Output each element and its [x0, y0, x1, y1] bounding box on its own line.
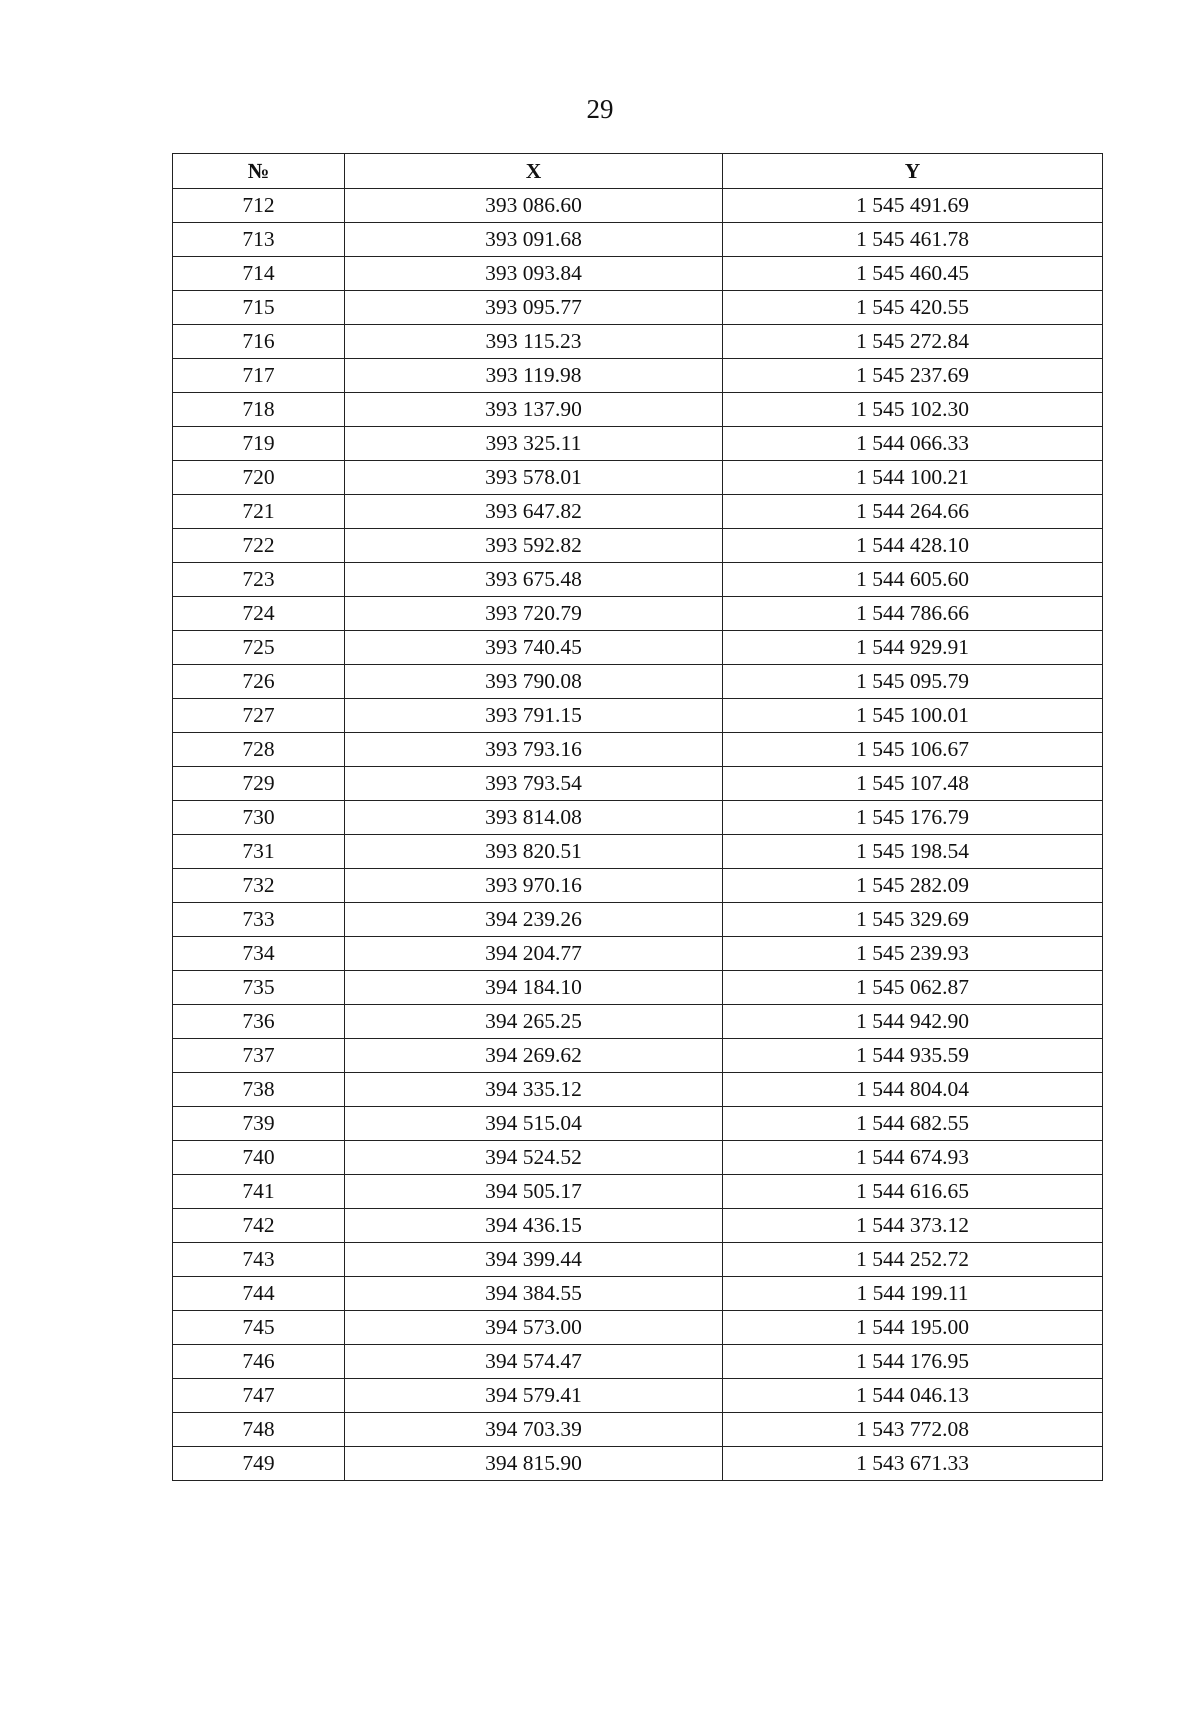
table-row [173, 971, 1103, 1005]
table-row [173, 1345, 1103, 1379]
cell-y: 1 544 674.93 [723, 1141, 1103, 1175]
cell-x: 393 091.68 [345, 223, 723, 257]
cell-y: 1 544 195.00 [723, 1311, 1103, 1345]
cell-number: 721 [173, 495, 345, 529]
cell-x: 393 791.15 [345, 699, 723, 733]
cell-x: 394 269.62 [345, 1039, 723, 1073]
table-row [173, 631, 1103, 665]
cell-number: 727 [173, 699, 345, 733]
table-row [173, 325, 1103, 359]
table-row [173, 291, 1103, 325]
column-header-number: № [173, 154, 345, 189]
cell-number: 741 [173, 1175, 345, 1209]
cell-y: 1 544 176.95 [723, 1345, 1103, 1379]
cell-number: 722 [173, 529, 345, 563]
cell-y: 1 545 420.55 [723, 291, 1103, 325]
cell-x: 393 137.90 [345, 393, 723, 427]
cell-y: 1 544 682.55 [723, 1107, 1103, 1141]
table-header-row [173, 154, 1103, 189]
cell-y: 1 545 461.78 [723, 223, 1103, 257]
table-row [173, 1311, 1103, 1345]
table-row [173, 1107, 1103, 1141]
cell-number: 713 [173, 223, 345, 257]
cell-number: 725 [173, 631, 345, 665]
cell-y: 1 545 106.67 [723, 733, 1103, 767]
cell-number: 743 [173, 1243, 345, 1277]
column-header-x: X [345, 154, 723, 189]
table-row [173, 937, 1103, 971]
cell-y: 1 544 605.60 [723, 563, 1103, 597]
cell-number: 748 [173, 1413, 345, 1447]
table-row [173, 903, 1103, 937]
table-row [173, 461, 1103, 495]
table-row [173, 427, 1103, 461]
cell-x: 393 814.08 [345, 801, 723, 835]
cell-number: 740 [173, 1141, 345, 1175]
cell-x: 393 115.23 [345, 325, 723, 359]
table-row [173, 1141, 1103, 1175]
cell-number: 724 [173, 597, 345, 631]
cell-number: 712 [173, 189, 345, 223]
cell-y: 1 544 804.04 [723, 1073, 1103, 1107]
cell-number: 726 [173, 665, 345, 699]
table-row [173, 1413, 1103, 1447]
cell-x: 394 265.25 [345, 1005, 723, 1039]
cell-y: 1 545 460.45 [723, 257, 1103, 291]
column-header-y: Y [723, 154, 1103, 189]
table-row [173, 257, 1103, 291]
cell-number: 716 [173, 325, 345, 359]
table-row [173, 1005, 1103, 1039]
cell-number: 715 [173, 291, 345, 325]
table-row [173, 869, 1103, 903]
cell-y: 1 544 066.33 [723, 427, 1103, 461]
table-row [173, 1243, 1103, 1277]
cell-number: 728 [173, 733, 345, 767]
cell-x: 394 815.90 [345, 1447, 723, 1481]
cell-y: 1 544 046.13 [723, 1379, 1103, 1413]
cell-y: 1 545 282.09 [723, 869, 1103, 903]
cell-number: 745 [173, 1311, 345, 1345]
cell-y: 1 544 100.21 [723, 461, 1103, 495]
cell-y: 1 544 786.66 [723, 597, 1103, 631]
table-row [173, 223, 1103, 257]
cell-y: 1 544 199.11 [723, 1277, 1103, 1311]
cell-y: 1 544 428.10 [723, 529, 1103, 563]
cell-y: 1 545 237.69 [723, 359, 1103, 393]
cell-number: 739 [173, 1107, 345, 1141]
page-number: 29 [586, 94, 614, 124]
table-row [173, 699, 1103, 733]
table-row [173, 495, 1103, 529]
cell-number: 714 [173, 257, 345, 291]
cell-x: 393 647.82 [345, 495, 723, 529]
cell-number: 734 [173, 937, 345, 971]
cell-x: 393 093.84 [345, 257, 723, 291]
cell-number: 718 [173, 393, 345, 427]
cell-x: 394 579.41 [345, 1379, 723, 1413]
cell-y: 1 545 198.54 [723, 835, 1103, 869]
cell-x: 394 384.55 [345, 1277, 723, 1311]
table-row [173, 767, 1103, 801]
cell-x: 393 675.48 [345, 563, 723, 597]
cell-y: 1 544 373.12 [723, 1209, 1103, 1243]
table-row [173, 1209, 1103, 1243]
cell-x: 394 574.47 [345, 1345, 723, 1379]
cell-x: 393 119.98 [345, 359, 723, 393]
cell-x: 393 086.60 [345, 189, 723, 223]
cell-number: 749 [173, 1447, 345, 1481]
cell-y: 1 544 616.65 [723, 1175, 1103, 1209]
cell-number: 723 [173, 563, 345, 597]
cell-x: 394 703.39 [345, 1413, 723, 1447]
cell-number: 720 [173, 461, 345, 495]
cell-number: 747 [173, 1379, 345, 1413]
table-row [173, 1277, 1103, 1311]
cell-number: 731 [173, 835, 345, 869]
cell-x: 394 573.00 [345, 1311, 723, 1345]
cell-y: 1 545 062.87 [723, 971, 1103, 1005]
cell-number: 719 [173, 427, 345, 461]
cell-x: 394 524.52 [345, 1141, 723, 1175]
cell-x: 394 335.12 [345, 1073, 723, 1107]
cell-number: 732 [173, 869, 345, 903]
cell-x: 393 970.16 [345, 869, 723, 903]
cell-y: 1 543 772.08 [723, 1413, 1103, 1447]
cell-x: 394 399.44 [345, 1243, 723, 1277]
cell-number: 742 [173, 1209, 345, 1243]
cell-number: 744 [173, 1277, 345, 1311]
cell-x: 394 239.26 [345, 903, 723, 937]
coordinates-table [172, 153, 1103, 1481]
cell-y: 1 545 239.93 [723, 937, 1103, 971]
cell-number: 735 [173, 971, 345, 1005]
cell-y: 1 545 100.01 [723, 699, 1103, 733]
cell-number: 730 [173, 801, 345, 835]
table-row [173, 563, 1103, 597]
table-row [173, 835, 1103, 869]
cell-number: 737 [173, 1039, 345, 1073]
table-row [173, 1447, 1103, 1481]
cell-y: 1 545 095.79 [723, 665, 1103, 699]
cell-number: 729 [173, 767, 345, 801]
table-row [173, 529, 1103, 563]
cell-y: 1 543 671.33 [723, 1447, 1103, 1481]
table-row [173, 1039, 1103, 1073]
cell-y: 1 544 929.91 [723, 631, 1103, 665]
table-row [173, 597, 1103, 631]
cell-x: 393 720.79 [345, 597, 723, 631]
cell-y: 1 545 102.30 [723, 393, 1103, 427]
cell-number: 738 [173, 1073, 345, 1107]
cell-x: 393 820.51 [345, 835, 723, 869]
cell-x: 393 793.16 [345, 733, 723, 767]
cell-x: 393 325.11 [345, 427, 723, 461]
cell-x: 393 793.54 [345, 767, 723, 801]
cell-x: 393 095.77 [345, 291, 723, 325]
cell-number: 736 [173, 1005, 345, 1039]
table-row [173, 393, 1103, 427]
cell-y: 1 544 252.72 [723, 1243, 1103, 1277]
cell-x: 393 740.45 [345, 631, 723, 665]
table-row [173, 359, 1103, 393]
cell-number: 746 [173, 1345, 345, 1379]
cell-x: 393 592.82 [345, 529, 723, 563]
cell-x: 394 436.15 [345, 1209, 723, 1243]
cell-y: 1 545 491.69 [723, 189, 1103, 223]
cell-number: 717 [173, 359, 345, 393]
table-body [173, 189, 1103, 1481]
cell-y: 1 544 942.90 [723, 1005, 1103, 1039]
table-row [173, 1073, 1103, 1107]
cell-x: 393 578.01 [345, 461, 723, 495]
cell-y: 1 545 329.69 [723, 903, 1103, 937]
cell-y: 1 545 176.79 [723, 801, 1103, 835]
cell-x: 394 204.77 [345, 937, 723, 971]
cell-x: 394 184.10 [345, 971, 723, 1005]
cell-y: 1 544 935.59 [723, 1039, 1103, 1073]
cell-x: 393 790.08 [345, 665, 723, 699]
cell-y: 1 544 264.66 [723, 495, 1103, 529]
cell-y: 1 545 107.48 [723, 767, 1103, 801]
cell-x: 394 515.04 [345, 1107, 723, 1141]
cell-x: 394 505.17 [345, 1175, 723, 1209]
table-row [173, 1175, 1103, 1209]
table-row [173, 189, 1103, 223]
table-row [173, 733, 1103, 767]
cell-y: 1 545 272.84 [723, 325, 1103, 359]
table-row [173, 801, 1103, 835]
table-row [173, 665, 1103, 699]
cell-number: 733 [173, 903, 345, 937]
table-row [173, 1379, 1103, 1413]
